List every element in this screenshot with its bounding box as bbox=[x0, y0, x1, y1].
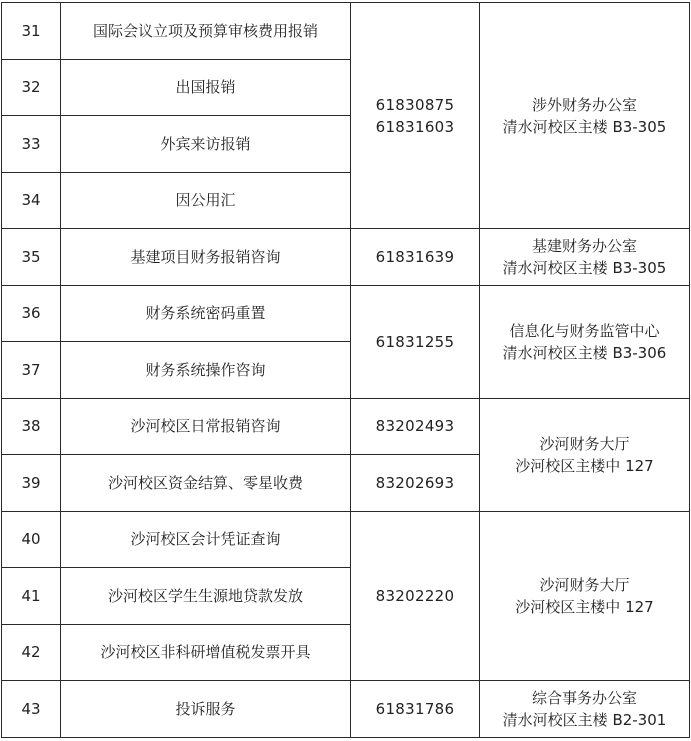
service-item: 因公用汇 bbox=[61, 172, 351, 229]
row-number: 33 bbox=[2, 116, 61, 173]
service-item: 国际会议立项及预算审核费用报销 bbox=[61, 3, 351, 60]
row-number: 34 bbox=[2, 172, 61, 229]
row-number: 32 bbox=[2, 59, 61, 116]
service-item: 沙河校区资金结算、零星收费 bbox=[61, 455, 351, 512]
phone-cell: 61831255 bbox=[351, 285, 480, 398]
service-item: 出国报销 bbox=[61, 59, 351, 116]
service-item: 沙河校区学生生源地贷款发放 bbox=[61, 568, 351, 625]
service-item: 沙河校区非科研增值税发票开具 bbox=[61, 624, 351, 681]
row-number: 40 bbox=[2, 511, 61, 568]
table-row bbox=[2, 3, 690, 60]
office-location: 沙河校区主楼中 127 bbox=[515, 456, 654, 475]
phone-cell: 61831639 bbox=[351, 229, 480, 286]
table-row bbox=[2, 511, 690, 568]
office-cell bbox=[480, 285, 690, 398]
phone-cell bbox=[351, 3, 480, 229]
phone-cell: 83202220 bbox=[351, 511, 480, 681]
contact-table bbox=[1, 2, 690, 738]
service-item: 外宾来访报销 bbox=[61, 116, 351, 173]
row-number: 31 bbox=[2, 3, 61, 60]
office-location: 清水河校区主楼 B3-305 bbox=[502, 258, 667, 277]
table-row bbox=[2, 285, 690, 342]
service-item: 财务系统操作咨询 bbox=[61, 342, 351, 399]
phone-cell: 61831786 bbox=[351, 681, 480, 738]
service-item: 基建项目财务报销咨询 bbox=[61, 229, 351, 286]
service-item: 沙河校区日常报销咨询 bbox=[61, 398, 351, 455]
office-location: 清水河校区主楼 B3-306 bbox=[502, 343, 667, 362]
office-name: 基建财务办公室 bbox=[531, 236, 637, 255]
office-cell bbox=[480, 398, 690, 511]
office-cell bbox=[480, 3, 690, 229]
table-row bbox=[2, 229, 690, 286]
service-item: 财务系统密码重置 bbox=[61, 285, 351, 342]
phone-cell: 83202693 bbox=[351, 455, 480, 512]
office-cell bbox=[480, 681, 690, 738]
office-name: 涉外财务办公室 bbox=[531, 95, 637, 114]
row-number: 38 bbox=[2, 398, 61, 455]
row-number: 36 bbox=[2, 285, 61, 342]
office-name: 沙河财务大厅 bbox=[539, 575, 630, 594]
office-name: 信息化与财务监管中心 bbox=[509, 321, 660, 340]
phone-cell: 83202493 bbox=[351, 398, 480, 455]
office-location: 清水河校区主楼 B3-305 bbox=[502, 117, 667, 136]
row-number: 41 bbox=[2, 568, 61, 625]
office-cell bbox=[480, 511, 690, 681]
row-number: 35 bbox=[2, 229, 61, 286]
phone-number: 61831603 bbox=[375, 117, 455, 136]
service-item: 投诉服务 bbox=[61, 681, 351, 738]
phone-number: 61830875 bbox=[375, 95, 455, 114]
row-number: 39 bbox=[2, 455, 61, 512]
office-name: 沙河财务大厅 bbox=[539, 434, 630, 453]
row-number: 37 bbox=[2, 342, 61, 399]
office-cell bbox=[480, 229, 690, 286]
row-number: 43 bbox=[2, 681, 61, 738]
table-row bbox=[2, 398, 690, 455]
table-row bbox=[2, 681, 690, 738]
office-location: 沙河校区主楼中 127 bbox=[515, 597, 654, 616]
row-number: 42 bbox=[2, 624, 61, 681]
service-item: 沙河校区会计凭证查询 bbox=[61, 511, 351, 568]
office-name: 综合事务办公室 bbox=[531, 688, 637, 707]
office-location: 清水河校区主楼 B2-301 bbox=[502, 710, 667, 729]
